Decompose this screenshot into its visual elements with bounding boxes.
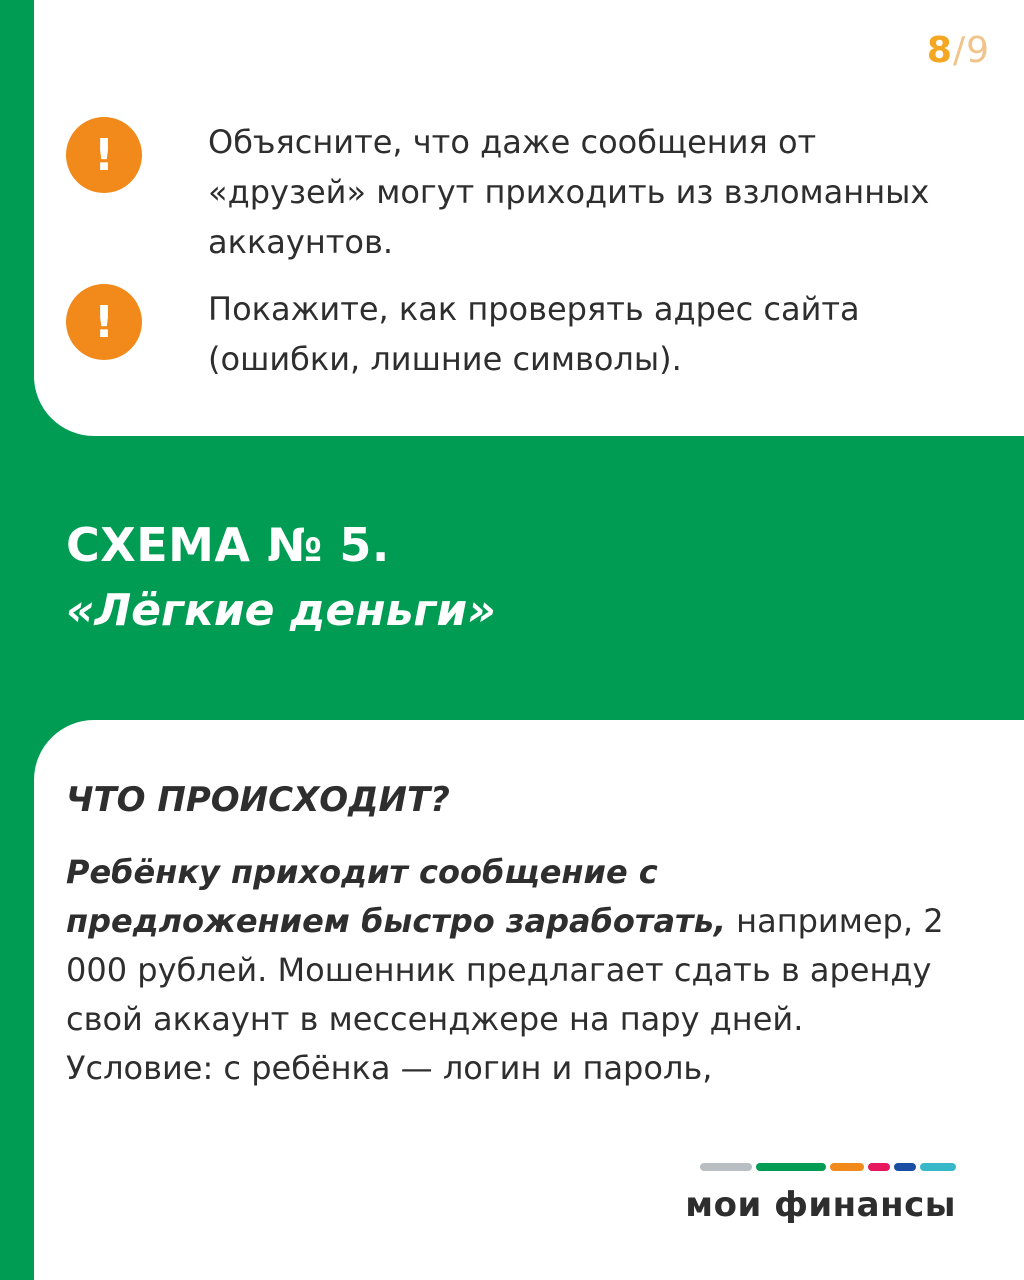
paragraph-bold: Ребёнку приходит сообщение с предложением быстро заработать, <box>66 853 726 940</box>
page-separator: / <box>952 30 967 71</box>
section-paragraph <box>66 848 946 1093</box>
scheme-title: СХЕМА № 5. <box>66 518 390 572</box>
logo-stripe <box>920 1163 956 1171</box>
exclamation-icon: ! <box>66 117 142 193</box>
tip-text: Объясните, что даже сообщения от «друзей» могут приходить из взломанных аккаунтов. <box>208 123 930 261</box>
logo-text: мои финансы <box>685 1185 956 1225</box>
page-total: 9 <box>966 30 990 71</box>
logo-stripe <box>700 1163 752 1171</box>
brand-logo <box>685 1163 956 1225</box>
tip-text: Покажите, как проверять адрес сайта (ошибки, лишние символы). <box>208 290 860 378</box>
scheme-subtitle: «Лёгкие деньги» <box>66 585 496 636</box>
tip-item <box>66 117 968 267</box>
exclamation-icon: ! <box>66 284 142 360</box>
page-counter <box>927 30 990 71</box>
logo-stripe <box>868 1163 890 1171</box>
logo-stripe <box>830 1163 864 1171</box>
paragraph-regular: например, 2 000 рублей. Мошенник предлагает сдать в аренду свой аккаунт в мессенджере на пару дней. Условие: с ребёнка — логин и пароль, <box>66 902 944 1087</box>
section-heading: ЧТО ПРОИСХОДИТ? <box>66 780 450 820</box>
logo-stripe <box>756 1163 826 1171</box>
logo-color-bar <box>685 1163 956 1171</box>
page-current: 8 <box>926 30 953 71</box>
logo-stripe <box>894 1163 916 1171</box>
tip-item <box>66 284 968 384</box>
top-card <box>34 0 1024 436</box>
